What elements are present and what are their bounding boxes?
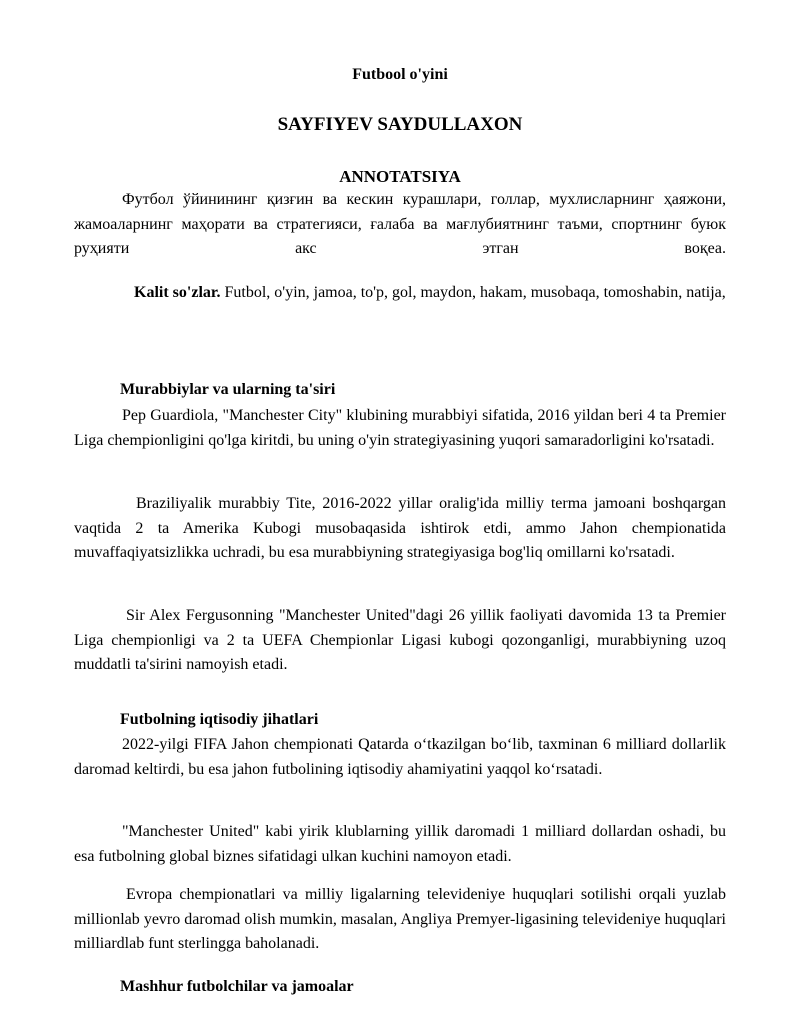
section-heading: Futbolning iqtisodiy jihatlari bbox=[120, 711, 319, 728]
annotation-title: ANNOTATSIYA bbox=[339, 167, 461, 186]
section-paragraph: Braziliyalik murabbiy Tite, 2016-2022 yillar oralig'ida milliy terma jamoani boshqargan vaqtida 2 ta Amerika Kubogi musobaqasida ishtirok etdi, ammo Jahon chempionatida muvaffaqiyatsizlikka uchradi, bu esa murabbiyning strategiyasiga bog'liq omillarni ko'rsatadi. bbox=[74, 495, 726, 561]
document-header: Futbool o'yini bbox=[352, 66, 448, 83]
section-paragraph: Sir Alex Fergusonning "Manchester United"dagi 26 yillik faoliyati davomida 13 ta Premier Liga chempionligi va 2 ta UEFA Chempionlar Ligasi kubogi qozonganligi, murabbiyning uzoq muddatli ta'sirini namoyish etadi. bbox=[74, 607, 726, 673]
author-name: SAYFIYEV SAYDULLAXON bbox=[277, 114, 523, 135]
section-paragraph: 2022-yilgi FIFA Jahon chempionati Qatarda oʻtkazilgan boʻlib, taxminan 6 milliard dollarlik daromad keltirdi, bu esa jahon futbolining iqtisodiy ahamiyatini yaqqol koʻrsatadi. bbox=[74, 736, 726, 778]
section-paragraph: Evropa chempionatlari va milliy ligalarning televideniye huquqlari sotilishi orqali yuzlab millionlab yevro daromad olish mumkin, masalan, Angliya Premyer-ligasining televideniye huquqlari milliardlab funt sterlingga baholanadi. bbox=[74, 886, 726, 952]
section-paragraph: Pep Guardiola, "Manchester City" klubining murabbiyi sifatida, 2016 yildan beri 4 ta Premier Liga chempionligini qo'lga kiritdi, bu uning o'yin strategiyasining yuqori samaradorligini ko'rsatadi. bbox=[74, 407, 726, 449]
keywords-label: Kalit so'zlar. bbox=[134, 284, 221, 301]
section-heading: Murabbiylar va ularning ta'siri bbox=[120, 381, 336, 398]
annotation-paragraph: Футбол ўйинининг қизғин ва кескин курашлари, голлар, мухлисларнинг ҳаяжони, жамоаларнинг маҳорати ва стратегияси, ғалаба ва мағлубиятнинг таъми, спортнинг буюк руҳияти акс этган воқеа. bbox=[74, 191, 726, 257]
keywords-paragraph bbox=[74, 281, 726, 306]
section-paragraph: "Manchester United" kabi yirik klublarning yillik daromadi 1 milliard dollardan oshadi, bu esa futbolning global biznes sifatidagi ulkan kuchini namoyon etadi. bbox=[74, 823, 726, 865]
section-heading: Mashhur futbolchilar va jamoalar bbox=[120, 978, 354, 995]
keywords-text: Futbol, o'yin, jamoa, to'p, gol, maydon, hakam, musobaqa, tomoshabin, natija, bbox=[220, 284, 726, 301]
